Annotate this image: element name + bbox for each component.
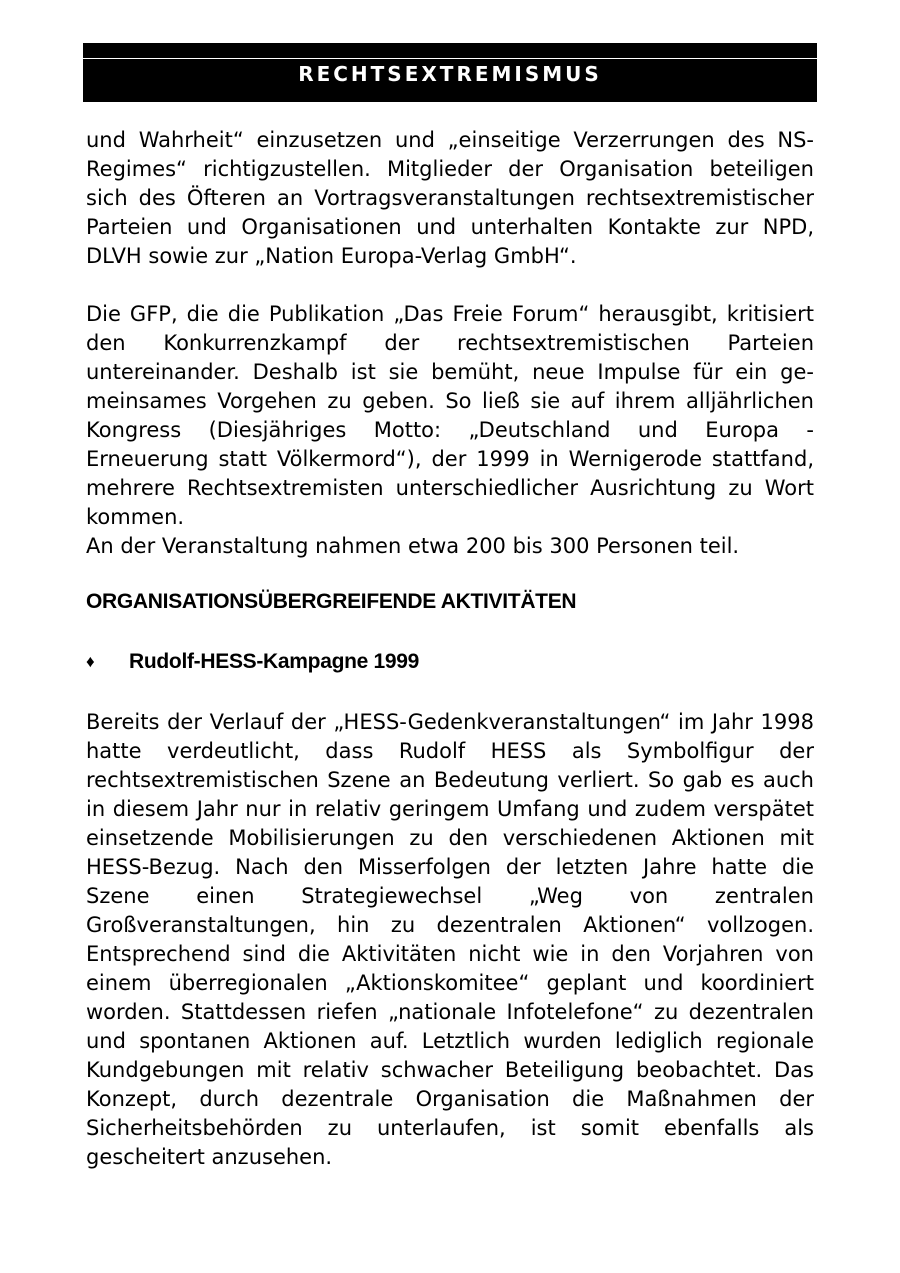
paragraph-hess-campaign: Bereits der Verlauf der „HESS-Gedenkveranstaltungen“ im Jahr 1998 hatte verdeutlicht, dass Rudolf HESS als Symbolfigur der rechtsextremistischen Szene an Bedeutung verliert. So gab es auch in diesem Jahr nur in relativ geringem Umfang und zudem verspätet einsetzende Mobilisierungen zu den verschiedenen Aktionen mit HESS-Bezug. Nach den Misserfolgen der letzten Jahre hatte die Szene einen Strategiewechsel „Weg von zentralen Großveranstaltungen, hin zu dezentralen Aktionen“ vollzogen. Entsprechend sind die Aktivitäten nicht wie in den Vorjahren von einem überregionalen „Aktionskomitee“ geplant und koordiniert worden. Stattdessen riefen „nationale Infotelefone“ zu dezentralen und spontanen Aktionen auf. Letztlich wurden lediglich regionale Kundgebungen mit relativ schwacher Beteiligung beobachtet. Das Konzept, durch dezentrale Organisation die Maßnahmen der Sicherheitsbehörden zu unterlaufen, ist somit ebenfalls als gescheitert anzusehen. — [86, 710, 814, 1169]
subsection-heading — [86, 647, 814, 676]
subsection-title: Rudolf-HESS-Kampagne 1999 — [129, 650, 420, 673]
paragraph-gap — [86, 271, 814, 300]
section-heading: ORGANISATIONSÜBERGREIFENDE AKTIVITÄTEN — [86, 590, 577, 613]
header-title: RECHTSEXTREMISMUS — [298, 62, 602, 86]
paragraph-gfp-forum: Die GFP, die die Publikation „Das Freie Forum“ herausgibt, kritisiert den Konkurrenzkampf der rechtsextremistischen Parteien untereinander. Deshalb ist sie bemüht, neue Impulse für ein gemeinsames Vorgehen zu geben. So ließ sie auf ihrem alljährlichen Kongress (Diesjähriges Motto: „Deutschland und Europa - Erneuerung statt Völkermord“), der 1999 in Wernigerode stattfand, mehrere Rechtsextremisten unterschiedlicher Ausrichtung zu Wort kommen. — [86, 302, 814, 529]
page-header — [83, 43, 817, 102]
document-body — [86, 126, 814, 1172]
paragraph-attendance: An der Veranstaltung nahmen etwa 200 bis 300 Personen teil. — [86, 534, 740, 558]
diamond-bullet-icon: ♦ — [86, 652, 95, 671]
paragraph-gfp-intro: und Wahrheit“ einzusetzen und „einseitige Verzerrungen des NS-Regimes“ richtigzustellen. Mitglieder der Organisation beteiligen sich des Öfteren an Vortragsveranstaltungen rechtsextremistischer Parteien und Organisationen und unterhalten Kontakte zur NPD, DLVH sowie zur „Nation Europa-Verlag GmbH“. — [86, 128, 814, 268]
